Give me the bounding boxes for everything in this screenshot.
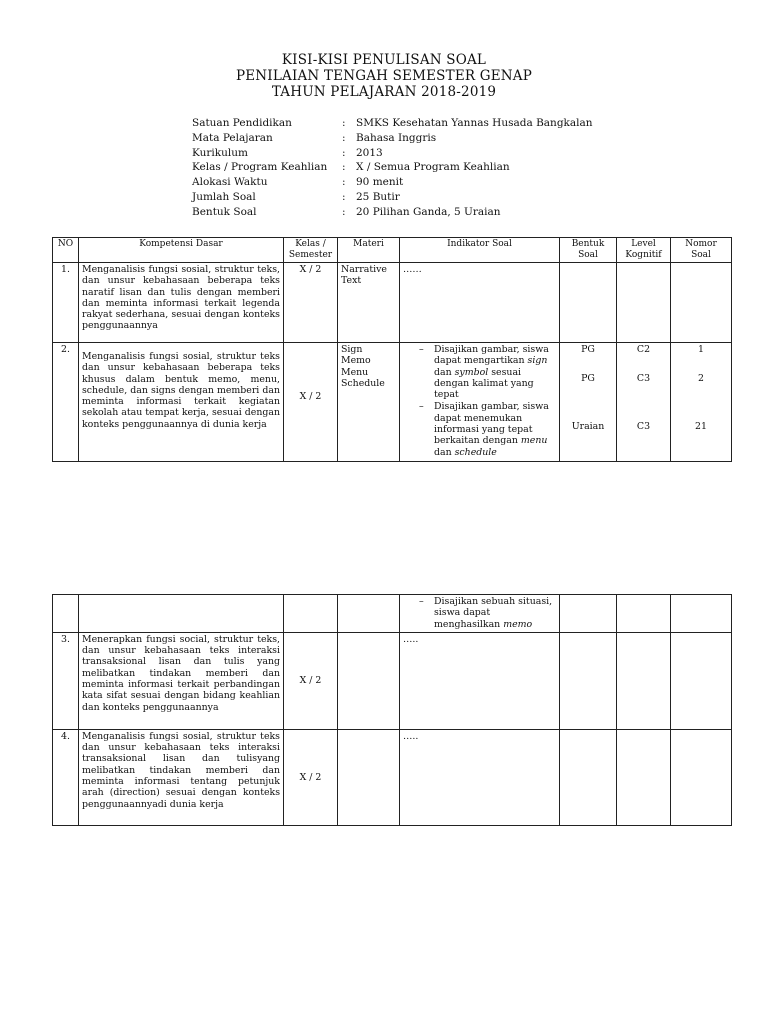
indikator-item — [403, 401, 556, 457]
title-line-3: TAHUN PELAJARAN 2018-2019 — [271, 84, 497, 100]
info-colon: : — [342, 131, 346, 144]
header-kelas — [284, 238, 338, 263]
indikator-term: sign — [527, 355, 548, 367]
indikator-term: memo — [503, 618, 533, 630]
level-kognitif — [617, 632, 671, 729]
kompetensi-dasar-text: Menganalisis fungsi sosial, struktur teks dan unsur kebahasaan beberapa teks khusus dalam bentuk memo, menu, schedule, dan signs dengan memberi dan meminta informasi terkait kegiatan sekolah atau tempat kerja, sesuai dengan konteks penggunaannya di dunia kerja — [82, 351, 280, 430]
materi-line: Text — [341, 275, 362, 287]
table-row — [53, 343, 732, 462]
kompetensi-dasar: Menganalisis fungsi sosial, struktur teks, dan unsur kebahasaan beberapa teks naratif lisan dan tulis dengan memberi dan meminta informasi terkait legenda rakyat sederhana, sesuai dengan konteks penggunaannya — [79, 263, 284, 343]
nomor-soal — [671, 343, 732, 462]
kelas-semester-text: X / 2 — [299, 771, 322, 783]
materi — [338, 632, 400, 729]
row-number: 1. — [53, 263, 79, 343]
header-kompetensi: Kompetensi Dasar — [79, 238, 284, 263]
indikator-text: Disajikan sebuah situasi, siswa dapat menghasilkan — [434, 596, 553, 630]
identity-block — [192, 116, 593, 220]
indikator-text: sesuai dengan kalimat yang tepat — [434, 366, 534, 401]
materi — [338, 595, 400, 633]
indikator-text: Disajikan gambar, siswa dapat menemukan informasi yang tepat berkaitan dengan — [434, 401, 549, 447]
info-colon: : — [342, 161, 346, 174]
title-line-1: KISI-KISI PENULISAN SOAL — [281, 52, 487, 68]
info-row-kelas — [192, 160, 593, 175]
materi — [338, 263, 400, 343]
bentuk-value: PG — [581, 344, 595, 355]
header-nomor — [671, 238, 732, 263]
info-row-bentuk — [192, 205, 593, 220]
grid-table-1 — [52, 237, 732, 462]
kompetensi-dasar — [79, 343, 284, 462]
dash-bullet: – — [419, 596, 424, 607]
bentuk-soal — [560, 343, 617, 462]
materi-line: Memo — [341, 355, 371, 367]
title-line-2: PENILAIAN TENGAH SEMESTER GENAP — [235, 68, 533, 84]
header-indikator: Indikator Soal — [400, 238, 560, 263]
header-level-b: Kognitif — [625, 250, 662, 260]
indikator-list — [403, 596, 556, 630]
info-row-alokasi — [192, 175, 593, 190]
row-number: 2. — [53, 343, 79, 462]
info-value: SMKS Kesehatan Yannas Husada Bangkalan — [356, 117, 593, 129]
header-materi: Materi — [338, 238, 400, 263]
kelas-semester-text: X / 2 — [299, 675, 322, 687]
bentuk-soal — [560, 263, 617, 343]
header-level — [617, 238, 671, 263]
materi-line: Schedule — [341, 377, 385, 389]
nomor-soal — [671, 632, 732, 729]
header-bentuk-a: Bentuk — [571, 239, 605, 249]
header-nomor-a: Nomor — [685, 239, 717, 249]
indikator-soal: ….. — [400, 729, 560, 825]
dash-bullet: – — [419, 344, 424, 355]
nomor-soal — [671, 595, 732, 633]
kelas-semester — [284, 632, 338, 729]
document-title — [0, 52, 768, 100]
info-label: Satuan Pendidikan — [192, 117, 292, 129]
kelas-semester — [284, 343, 338, 462]
materi-line: Menu — [341, 366, 369, 378]
header-nomor-b: Soal — [691, 250, 711, 260]
level-value: C2 — [636, 344, 651, 355]
nomor-soal — [671, 729, 732, 825]
nomor-value: 2 — [698, 373, 704, 385]
header-bentuk-b: Soal — [578, 250, 598, 260]
info-colon: : — [342, 146, 346, 159]
info-value: 20 Pilihan Ganda, 5 Uraian — [356, 205, 501, 218]
materi-line: Narrative — [341, 264, 387, 275]
kelas-semester: X / 2 — [284, 263, 338, 343]
level-kognitif — [617, 263, 671, 343]
header-kelas-b: Semester — [288, 250, 333, 260]
info-colon: : — [342, 117, 346, 129]
info-colon: : — [342, 176, 346, 189]
info-label: Kurikulum — [192, 146, 248, 159]
bentuk-value: PG — [581, 373, 595, 385]
indikator-text: dan — [434, 366, 455, 378]
level-kognitif — [617, 343, 671, 462]
kelas-semester — [284, 595, 338, 633]
kelas-semester-text: X / 2 — [299, 391, 322, 402]
row-number: 3. — [53, 632, 79, 729]
info-colon: : — [342, 190, 346, 203]
info-label: Bentuk Soal — [192, 205, 257, 218]
info-value: X / Semua Program Keahlian — [356, 161, 510, 174]
info-row-kurikulum — [192, 146, 593, 161]
header-no: NO — [53, 238, 79, 263]
indikator-text: dan — [434, 446, 455, 458]
table-row — [53, 632, 732, 729]
bentuk-soal — [560, 729, 617, 825]
info-value: 2013 — [356, 146, 383, 159]
info-label: Kelas / Program Keahlian — [192, 161, 328, 174]
kompetensi-dasar: Menerapkan fungsi social, struktur teks, dan unsur kebahasaan teks interaksi transaksional lisan dan tulis yang melibatkan tindakan memberi dan meminta informasi terkait perbandingan kata sifat sesuai dengan bidang keahlian dan konteks penggunaannya — [79, 632, 284, 729]
header-level-a: Level — [631, 239, 656, 249]
indikator-item — [403, 344, 556, 400]
row-number — [53, 595, 79, 633]
dash-bullet: – — [419, 401, 424, 413]
header-kelas-a: Kelas / — [295, 239, 326, 249]
info-value: 25 Butir — [356, 190, 400, 203]
level-value: C3 — [636, 373, 651, 385]
info-label: Alokasi Waktu — [192, 176, 268, 189]
indikator-soal: ….. — [400, 632, 560, 729]
row-number: 4. — [53, 729, 79, 825]
indikator-text: Disajikan gambar, siswa dapat mengartikan — [434, 344, 549, 367]
kompetensi-dasar — [79, 595, 284, 633]
kelas-semester — [284, 729, 338, 825]
info-colon: : — [342, 205, 346, 218]
grid-table-2 — [52, 594, 732, 826]
level-value: C3 — [636, 420, 651, 432]
kompetensi-dasar: Menganalisis fungsi sosial, struktur teks dan unsur kebahasaan teks interaksi transaksional lisan dan tulisyang melibatkan tindakan memberi dan meminta informasi tentang petunjuk arah (direction) sesuai dengan konteks penggunaannyadi dunia kerja — [79, 729, 284, 825]
indikator-term: symbol — [454, 366, 489, 378]
table-row — [53, 729, 732, 825]
indikator-term: menu — [520, 435, 548, 447]
level-kognitif — [617, 595, 671, 633]
info-value: 90 menit — [356, 176, 404, 189]
indikator-list — [403, 344, 556, 458]
info-value: Bahasa Inggris — [356, 131, 437, 144]
nomor-value: 1 — [698, 344, 704, 355]
header-bentuk — [560, 238, 617, 263]
nomor-value: 21 — [695, 420, 707, 432]
info-label: Jumlah Soal — [192, 190, 256, 203]
materi — [338, 343, 400, 462]
indikator-soal — [400, 595, 560, 633]
level-kognitif — [617, 729, 671, 825]
info-row-mapel — [192, 131, 593, 146]
indikator-term: schedule — [454, 446, 497, 458]
info-label: Mata Pelajaran — [192, 131, 273, 144]
materi — [338, 729, 400, 825]
info-row-satuan — [192, 116, 593, 131]
materi-line: Sign — [341, 344, 363, 355]
indikator-soal: …… — [400, 263, 560, 343]
nomor-soal — [671, 263, 732, 343]
indikator-soal — [400, 343, 560, 462]
table-row — [53, 263, 732, 343]
bentuk-value: Uraian — [571, 420, 605, 432]
bentuk-soal — [560, 632, 617, 729]
table-row — [53, 595, 732, 633]
header-row — [53, 238, 732, 263]
indikator-item — [403, 596, 556, 630]
bentuk-soal — [560, 595, 617, 633]
info-row-jumlah — [192, 190, 593, 205]
